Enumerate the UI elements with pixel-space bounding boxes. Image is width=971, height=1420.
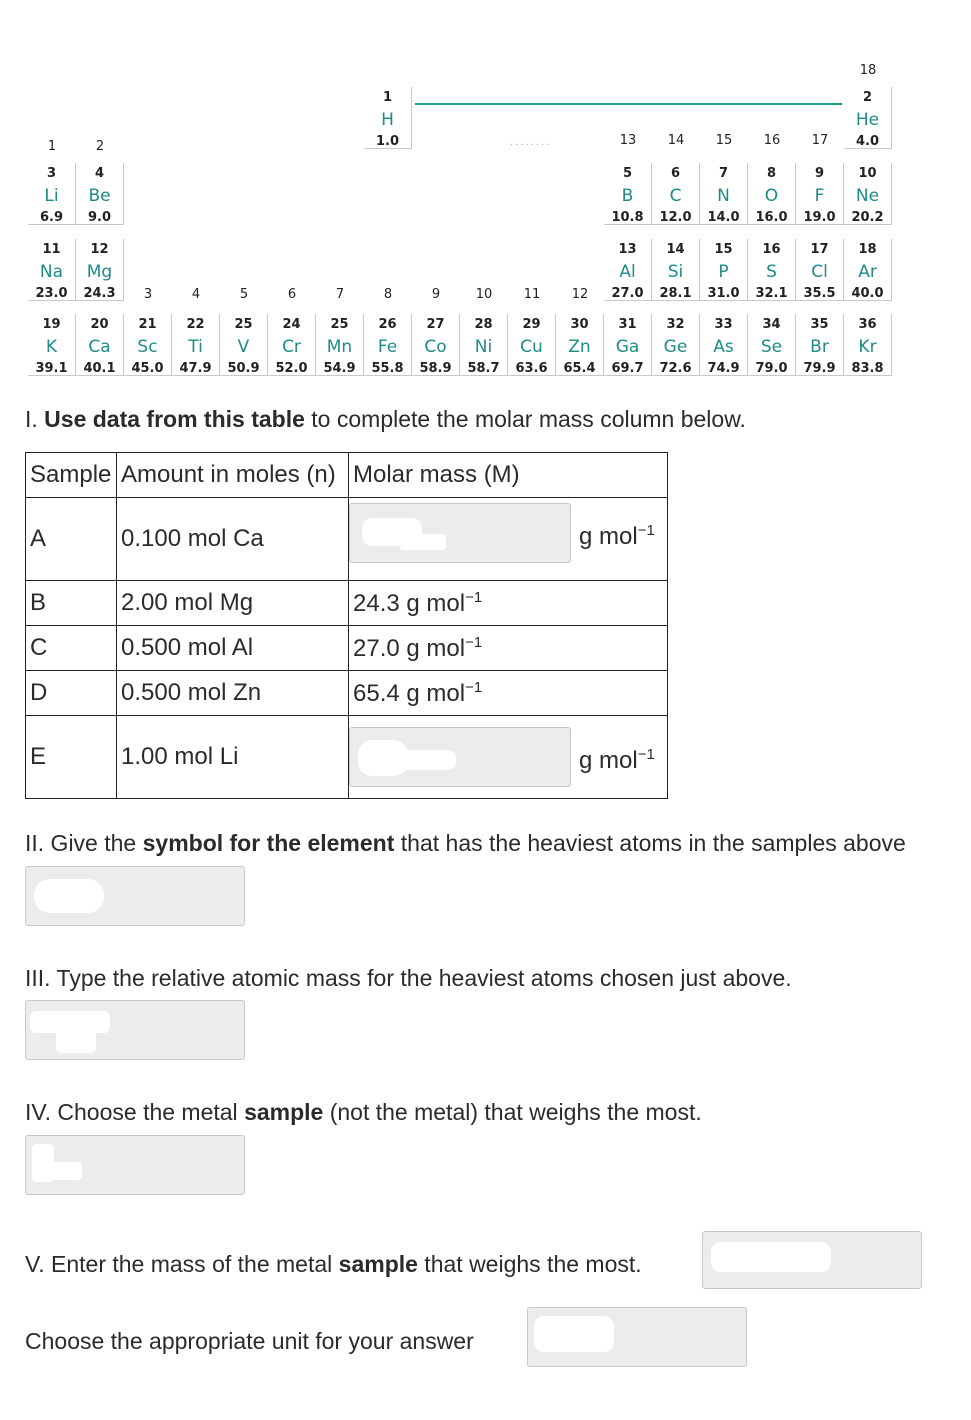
element-symbol: Al — [619, 262, 636, 282]
unit-exponent: −1 — [637, 522, 655, 539]
atomic-number: 30 — [570, 317, 589, 332]
atomic-number: 22 — [186, 317, 205, 332]
q5-suffix: that weighs the most. — [417, 1251, 642, 1277]
element-symbol: Si — [667, 262, 684, 282]
atomic-mass: 32.1 — [755, 286, 788, 301]
element-symbol: Ge — [663, 337, 688, 357]
q6-text: Choose the appropriate unit for your answer — [25, 1328, 474, 1354]
unit-text: g mol — [579, 747, 638, 774]
element-symbol: Sc — [137, 337, 158, 357]
group-label: 16 — [763, 133, 781, 148]
redaction-mark — [400, 534, 446, 550]
atomic-number: 27 — [426, 317, 445, 332]
table-header-row — [26, 453, 668, 498]
element-symbol: He — [855, 110, 880, 130]
redaction-mark — [534, 1316, 614, 1352]
atomic-mass: 6.9 — [39, 210, 64, 225]
atomic-number: 9 — [814, 166, 825, 181]
group-label: 12 — [571, 287, 589, 302]
atomic-mass: 45.0 — [131, 361, 164, 376]
element-cell-o — [748, 163, 796, 225]
group-label: 3 — [143, 287, 153, 302]
atomic-mass: 54.9 — [323, 361, 356, 376]
atomic-number: 14 — [666, 242, 685, 257]
row-molar — [349, 671, 668, 716]
atomic-mass: 74.9 — [707, 361, 740, 376]
row-sample: B — [26, 581, 117, 626]
atomic-mass: 20.2 — [851, 210, 884, 225]
element-symbol: Ni — [474, 337, 493, 357]
atomic-number: 12 — [90, 242, 109, 257]
element-cell-li — [28, 163, 76, 225]
atomic-number: 6 — [670, 166, 681, 181]
group-label: 2 — [95, 139, 105, 154]
atomic-number: 20 — [90, 317, 109, 332]
element-symbol: V — [237, 337, 250, 357]
atomic-mass: 4.0 — [855, 134, 880, 149]
element-symbol: K — [45, 337, 58, 357]
row-molar — [349, 626, 668, 671]
atomic-number: 21 — [138, 317, 157, 332]
molar-mass-table — [25, 452, 668, 799]
unit-exponent: −1 — [637, 746, 655, 763]
group-label: 18 — [859, 63, 877, 78]
row-molar — [349, 581, 668, 626]
molar-exponent: −1 — [465, 633, 483, 651]
table-row — [26, 671, 668, 716]
atomic-mass: 52.0 — [275, 361, 308, 376]
atomic-mass: 72.6 — [659, 361, 692, 376]
element-symbol: Ca — [88, 337, 111, 357]
element-cell-ar — [844, 239, 892, 301]
atomic-mass: 50.9 — [227, 361, 260, 376]
heaviest-sample-select[interactable] — [25, 1135, 245, 1195]
element-symbol: H — [381, 110, 394, 130]
element-cell-kr — [844, 314, 892, 376]
element-cell-s — [748, 239, 796, 301]
molar-value: 24.3 g mol — [353, 589, 466, 617]
q2-bold: symbol for the element — [142, 830, 395, 856]
atomic-number: 35 — [810, 317, 829, 332]
atomic-number: 17 — [810, 242, 829, 257]
element-cell-h — [364, 87, 412, 149]
q1-suffix: to complete the molar mass column below. — [304, 406, 746, 432]
atomic-number: 3 — [46, 166, 57, 181]
table-row — [26, 498, 668, 581]
atomic-mass: 24.3 — [83, 286, 116, 301]
element-cell-ti — [172, 314, 220, 376]
unit-select[interactable] — [527, 1307, 747, 1367]
group-label: 7 — [335, 287, 345, 302]
molar-mass-input-a[interactable] — [349, 503, 571, 563]
element-cell-cu — [508, 314, 556, 376]
element-symbol: Ga — [615, 337, 640, 357]
dotted-separator: ........ — [510, 137, 552, 148]
atomic-number: 28 — [474, 317, 493, 332]
element-cell-he — [844, 87, 892, 149]
row-amount: 0.100 mol Ca — [117, 498, 349, 581]
element-symbol: Mg — [86, 262, 113, 282]
element-symbol: N — [717, 186, 730, 206]
period-1-connector-line — [415, 103, 842, 105]
element-cell-ga — [604, 314, 652, 376]
atomic-number: 34 — [762, 317, 781, 332]
element-cell-mg — [76, 239, 124, 301]
row-amount: 2.00 mol Mg — [117, 581, 349, 626]
element-symbol: Be — [88, 186, 111, 206]
atomic-mass: 47.9 — [179, 361, 212, 376]
atomic-number: 15 — [714, 242, 733, 257]
atomic-number: 7 — [718, 166, 729, 181]
element-symbol: Fe — [377, 337, 398, 357]
atomic-mass: 63.6 — [515, 361, 548, 376]
element-symbol: Ti — [188, 337, 203, 357]
question-5 — [25, 1251, 642, 1278]
row-sample: A — [26, 498, 117, 581]
element-cell-cr — [268, 314, 316, 376]
atomic-mass: 65.4 — [563, 361, 596, 376]
symbol-input[interactable] — [25, 866, 245, 926]
atomic-number: 4 — [94, 166, 105, 181]
element-cell-ca — [76, 314, 124, 376]
header-molar-mass: Molar mass (M) — [349, 453, 668, 498]
row-sample: C — [26, 626, 117, 671]
atomic-mass: 39.1 — [35, 361, 68, 376]
atomic-mass: 31.0 — [707, 286, 740, 301]
row-amount: 0.500 mol Al — [117, 626, 349, 671]
q4-suffix: (not the metal) that weighs the most. — [323, 1099, 702, 1125]
atomic-number: 8 — [766, 166, 777, 181]
group-label: 8 — [383, 287, 393, 302]
question-6 — [25, 1328, 474, 1355]
group-label: 4 — [191, 287, 201, 302]
q1-prefix: I. — [25, 406, 45, 432]
atomic-mass: 9.0 — [87, 210, 112, 225]
atomic-number: 19 — [42, 317, 61, 332]
relative-atomic-mass-input[interactable] — [25, 1000, 245, 1060]
periodic-table — [0, 0, 971, 400]
element-cell-c — [652, 163, 700, 225]
group-label: 10 — [475, 287, 493, 302]
element-symbol: S — [766, 262, 777, 282]
atomic-number: 13 — [618, 242, 637, 257]
atomic-mass: 27.0 — [611, 286, 644, 301]
element-cell-na — [28, 239, 76, 301]
table-row — [26, 581, 668, 626]
element-cell-cl — [796, 239, 844, 301]
atomic-number: 5 — [622, 166, 633, 181]
q4-prefix: IV. Choose the metal — [25, 1099, 245, 1125]
question-2 — [25, 830, 906, 857]
element-symbol: O — [764, 186, 779, 206]
redaction-mark — [711, 1242, 831, 1272]
element-cell-al — [604, 239, 652, 301]
element-symbol: Cu — [520, 337, 543, 357]
atomic-mass: 58.7 — [467, 361, 500, 376]
header-sample: Sample — [26, 453, 117, 498]
group-label: 17 — [811, 133, 829, 148]
atomic-number: 26 — [378, 317, 397, 332]
element-cell-v — [220, 314, 268, 376]
atomic-mass: 10.8 — [611, 210, 644, 225]
atomic-number: 29 — [522, 317, 541, 332]
atomic-number: 33 — [714, 317, 733, 332]
group-label: 15 — [715, 133, 733, 148]
atomic-mass: 14.0 — [707, 210, 740, 225]
q5-prefix: V. Enter the mass of the metal — [25, 1251, 339, 1277]
atomic-mass: 83.8 — [851, 361, 884, 376]
atomic-number: 11 — [42, 242, 61, 257]
element-symbol: Cl — [811, 262, 828, 282]
atomic-mass: 55.8 — [371, 361, 404, 376]
q1-bold: Use data from this table — [44, 406, 305, 432]
element-symbol: As — [713, 337, 734, 357]
atomic-number: 18 — [858, 242, 877, 257]
element-symbol: Ne — [855, 186, 880, 206]
header-amount: Amount in moles (n) — [117, 453, 349, 498]
element-cell-f — [796, 163, 844, 225]
atomic-mass: 79.0 — [755, 361, 788, 376]
atomic-mass: 40.1 — [83, 361, 116, 376]
element-symbol: B — [621, 186, 634, 206]
group-label: 1 — [47, 139, 57, 154]
table-row — [26, 716, 668, 799]
atomic-number: 10 — [858, 166, 877, 181]
element-symbol: Co — [424, 337, 447, 357]
atomic-mass: 23.0 — [35, 286, 68, 301]
element-symbol: Ar — [858, 262, 877, 282]
element-cell-ni — [460, 314, 508, 376]
table-row — [26, 626, 668, 671]
atomic-mass: 16.0 — [755, 210, 788, 225]
element-symbol: C — [669, 186, 682, 206]
element-cell-as — [700, 314, 748, 376]
atomic-number: 1 — [382, 90, 393, 105]
element-cell-k — [28, 314, 76, 376]
row-amount: 1.00 mol Li — [117, 716, 349, 799]
element-cell-sc — [124, 314, 172, 376]
atomic-number: 32 — [666, 317, 685, 332]
redaction-mark — [34, 879, 104, 913]
group-label: 14 — [667, 133, 685, 148]
redaction-mark — [56, 1027, 96, 1053]
atomic-mass: 40.0 — [851, 286, 884, 301]
element-cell-be — [76, 163, 124, 225]
unit-label-a — [579, 522, 655, 551]
group-label: 9 — [431, 287, 441, 302]
element-cell-br — [796, 314, 844, 376]
atomic-number: 25 — [330, 317, 349, 332]
atomic-number: 31 — [618, 317, 637, 332]
group-label: 6 — [287, 287, 297, 302]
element-cell-se — [748, 314, 796, 376]
atomic-number: 2 — [862, 90, 873, 105]
atomic-mass: 58.9 — [419, 361, 452, 376]
atomic-mass: 1.0 — [375, 134, 400, 149]
molar-exponent: −1 — [465, 588, 483, 606]
row-sample: E — [26, 716, 117, 799]
atomic-number: 25 — [234, 317, 253, 332]
atomic-mass: 79.9 — [803, 361, 836, 376]
q2-prefix: II. Give the — [25, 830, 143, 856]
element-cell-mn — [316, 314, 364, 376]
atomic-mass: 19.0 — [803, 210, 836, 225]
element-cell-ne — [844, 163, 892, 225]
element-cell-zn — [556, 314, 604, 376]
molar-value: 27.0 g mol — [353, 634, 466, 662]
element-symbol: F — [814, 186, 825, 206]
element-cell-n — [700, 163, 748, 225]
element-symbol: Se — [760, 337, 783, 357]
row-amount: 0.500 mol Zn — [117, 671, 349, 716]
element-symbol: Zn — [568, 337, 591, 357]
redaction-mark — [396, 750, 456, 770]
element-symbol: P — [718, 262, 729, 282]
q4-bold: sample — [244, 1099, 324, 1125]
element-cell-ge — [652, 314, 700, 376]
element-symbol: Kr — [858, 337, 877, 357]
molar-exponent: −1 — [465, 678, 483, 696]
element-cell-p — [700, 239, 748, 301]
question-4 — [25, 1099, 702, 1126]
element-cell-fe — [364, 314, 412, 376]
question-3 — [25, 965, 792, 992]
element-cell-si — [652, 239, 700, 301]
molar-value: 65.4 g mol — [353, 679, 466, 707]
row-sample: D — [26, 671, 117, 716]
q2-suffix: that has the heaviest atoms in the samples above — [394, 830, 906, 856]
element-symbol: Mn — [326, 337, 353, 357]
group-label: 11 — [523, 287, 541, 302]
element-symbol: Br — [810, 337, 829, 357]
unit-label-e — [579, 746, 655, 775]
redaction-mark — [32, 1162, 82, 1180]
group-label: 5 — [239, 287, 249, 302]
sample-mass-input[interactable] — [702, 1231, 922, 1289]
atomic-mass: 28.1 — [659, 286, 692, 301]
element-symbol: Cr — [282, 337, 301, 357]
atomic-mass: 12.0 — [659, 210, 692, 225]
atomic-mass: 69.7 — [611, 361, 644, 376]
element-cell-b — [604, 163, 652, 225]
atomic-number: 36 — [858, 317, 877, 332]
element-symbol: Na — [39, 262, 64, 282]
atomic-number: 24 — [282, 317, 301, 332]
q5-bold: sample — [338, 1251, 418, 1277]
element-symbol: Li — [44, 186, 59, 206]
atomic-number: 16 — [762, 242, 781, 257]
group-label: 13 — [619, 133, 637, 148]
element-cell-co — [412, 314, 460, 376]
molar-mass-input-e[interactable] — [349, 727, 571, 787]
q3-text: III. Type the relative atomic mass for the heaviest atoms chosen just above. — [25, 965, 792, 991]
atomic-mass: 35.5 — [803, 286, 836, 301]
unit-text: g mol — [579, 523, 638, 550]
question-1 — [25, 406, 746, 433]
